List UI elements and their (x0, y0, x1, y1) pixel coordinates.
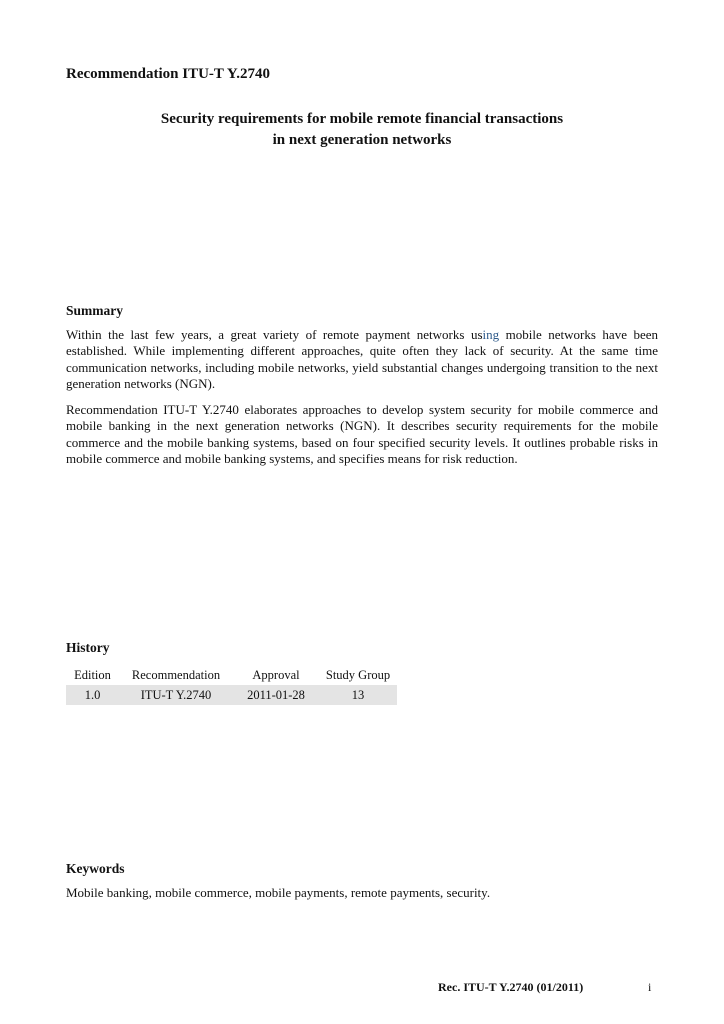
table-row (66, 685, 397, 705)
document-title-line-1: Security requirements for mobile remote financial transactions (160, 111, 564, 127)
history-header-row (66, 665, 397, 685)
summary-p1-highlight: ing (482, 327, 500, 342)
keywords-heading: Keywords (66, 861, 125, 876)
history-col-recommendation: Recommendation (131, 667, 221, 682)
keywords-text: Mobile banking, mobile commerce, mobile payments, remote payments, security. (66, 885, 491, 900)
summary-p1-text-end: mobile networks have been established. While implementing different approaches, quite often they lack of security. At the same time communication networks, including mobile networks, yield substantial changes undergoing transition to the next generation networks (NGN). (66, 327, 659, 392)
history-cell-edition: 1.0 (84, 687, 101, 702)
footer-reference: Rec. ITU-T Y.2740 (01/2011) (438, 980, 584, 994)
history-table (66, 665, 397, 705)
history-heading: History (66, 640, 110, 655)
summary-paragraph-1 (66, 327, 658, 393)
history-col-edition: Edition (74, 667, 111, 682)
page-number: i (648, 980, 652, 994)
history-cell-recommendation: ITU-T Y.2740 (140, 687, 212, 702)
history-col-approval: Approval (252, 667, 300, 682)
summary-paragraph-2: Recommendation ITU-T Y.2740 elaborates approaches to develop system security for mobile commerce and mobile banking in the next generation networks (NGN). It describes security requirements for the mobile commerce and the mobile banking systems, based on four specified security levels. It outlines probable risks in mobile commerce and mobile banking systems, and specifies means for risk reduction. (66, 402, 658, 467)
history-cell-approval: 2011-01-28 (247, 687, 305, 702)
history-col-study-group: Study Group (325, 667, 391, 682)
document-title-line-2: in next generation networks (272, 132, 452, 148)
summary-heading: Summary (66, 303, 123, 318)
history-cell-study-group: 13 (351, 687, 365, 702)
summary-p1-text-start: Within the last few years, a great variety of remote payment networks us (66, 327, 483, 342)
recommendation-title: Recommendation ITU-T Y.2740 (66, 66, 271, 82)
